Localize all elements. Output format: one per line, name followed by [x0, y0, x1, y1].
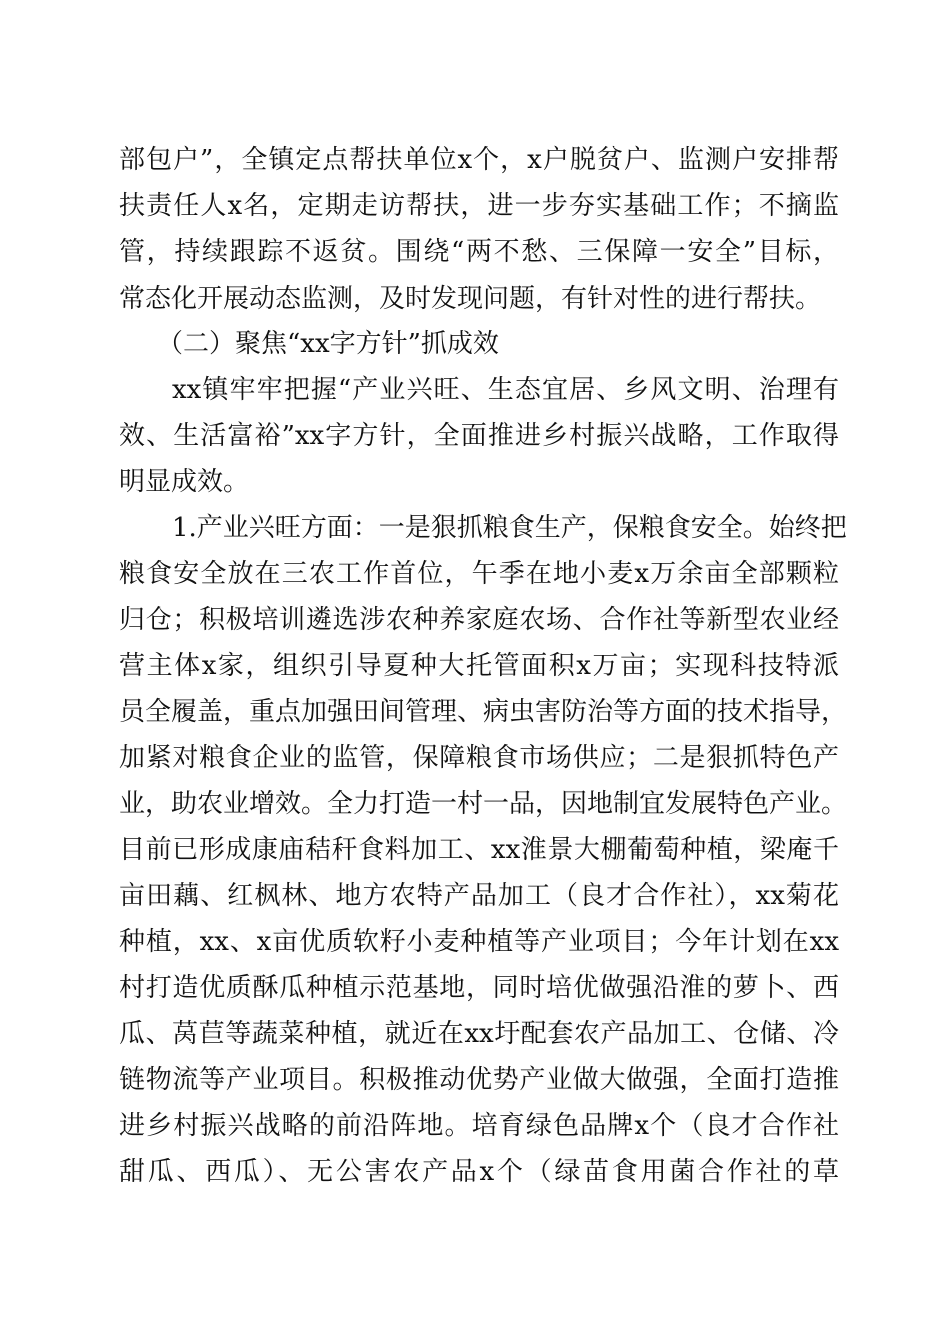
paragraph-line: 员全履盖，重点加强田间管理、病虫害防治等方面的技术指导，	[119, 697, 848, 727]
paragraph-line: 粮食安全放在三农工作首位，午季在地小麦x万余亩全部颗粒	[119, 559, 839, 589]
paragraph-line: 村打造优质酥瓜种植示范基地，同时培优做强沿淮的萝卜、西	[119, 973, 839, 1003]
paragraph-line: 常态化开展动态监测，及时发现问题，有针对性的进行帮扶。	[119, 284, 822, 314]
paragraph-line: 管，持续跟踪不返贫。围绕“两不愁、三保障一安全”目标，	[119, 237, 839, 267]
paragraph-line: 1.产业兴旺方面：一是狠抓粮食生产，保粮食安全。始终把	[172, 513, 847, 543]
paragraph-line: 部包户”，全镇定点帮扶单位x个，x户脱贫户、监测户安排帮	[119, 145, 839, 175]
paragraph-line: 明显成效。	[119, 467, 250, 497]
paragraph-line: 效、生活富裕”xx字方针，全面推进乡村振兴战略，工作取得	[119, 421, 839, 451]
paragraph-line: 种植，xx、x亩优质软籽小麦种植等产业项目；今年计划在xx	[119, 927, 839, 957]
paragraph-line: 链物流等产业项目。积极推动优势产业做大做强，全面打造推	[119, 1065, 839, 1095]
paragraph-line: 进乡村振兴战略的前沿阵地。培育绿色品牌x个（良才合作社	[119, 1111, 839, 1141]
paragraph-line: 营主体x家，组织引导夏种大托管面积x万亩；实现科技特派	[119, 651, 839, 681]
section-heading: （二）聚焦“xx字方针”抓成效	[157, 329, 499, 359]
paragraph-line: xx镇牢牢把握“产业兴旺、生态宜居、乡风文明、治理有	[172, 375, 839, 405]
paragraph-line: 甜瓜、西瓜）、无公害农产品x个（绿苗食用菌合作社的草	[119, 1157, 839, 1187]
paragraph-line: 目前已形成康庙秸秆食料加工、xx淮景大棚葡萄种植，梁庵千	[119, 835, 839, 865]
paragraph-line: 亩田藕、红枫林、地方农特产品加工（良才合作社），xx菊花	[119, 881, 839, 911]
paragraph-line: 归仓；积极培训遴选涉农种养家庭农场、合作社等新型农业经	[119, 605, 839, 635]
paragraph-line: 加紧对粮食企业的监管，保障粮食市场供应；二是狠抓特色产	[119, 743, 839, 773]
paragraph-line: 瓜、莴苣等蔬菜种植，就近在xx圩配套农产品加工、仓储、冷	[119, 1019, 839, 1049]
paragraph-line: 业，助农业增效。全力打造一村一品，因地制宜发展特色产业。	[119, 789, 848, 819]
paragraph-line: 扶责任人x名，定期走访帮扶，进一步夯实基础工作；不摘监	[119, 191, 839, 221]
